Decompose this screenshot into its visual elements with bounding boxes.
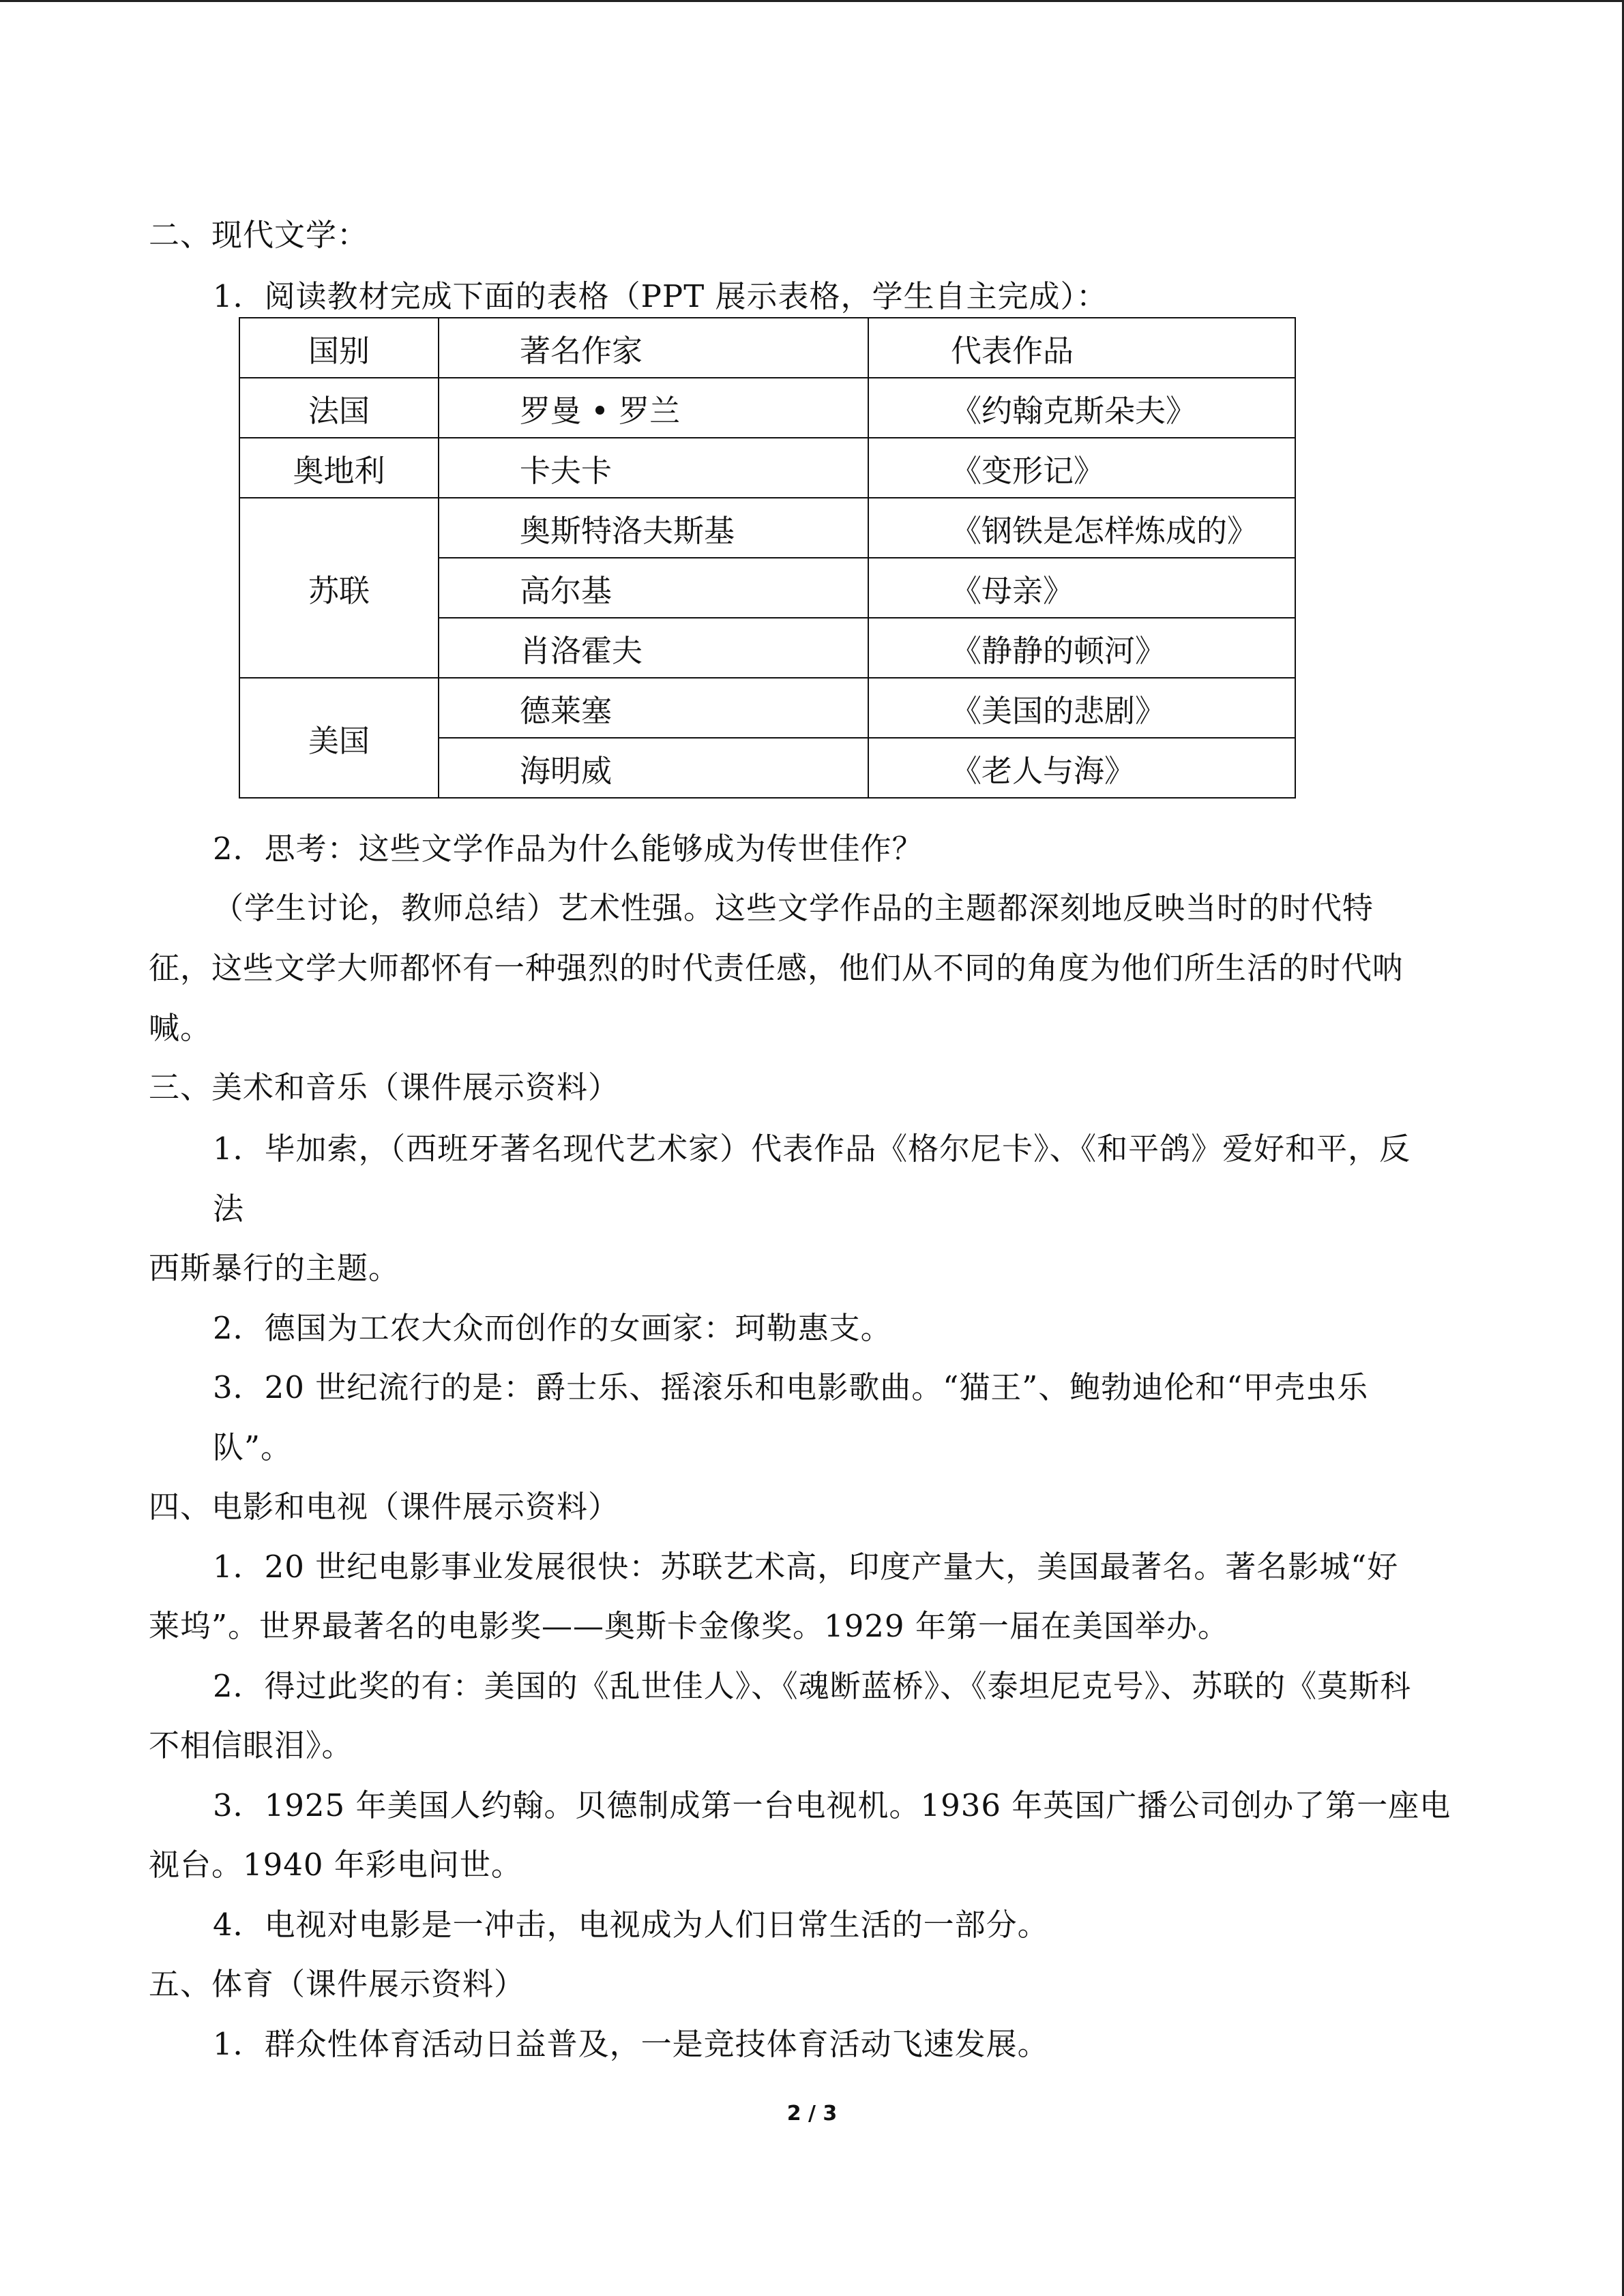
header-country: 国别 — [239, 318, 439, 378]
section-heading-sports: 五、体育（课件展示资料） — [149, 1966, 526, 2002]
author-cell: 奥斯特洛夫斯基 — [439, 498, 868, 558]
item-oscar-winners: 2．得过此奖的有：美国的《乱世佳人》、《魂断蓝桥》、《泰坦尼克号》、苏联的《莫斯科 — [213, 1668, 1412, 1704]
author-cell: 罗曼 • 罗兰 — [439, 378, 868, 438]
table-row — [239, 498, 1295, 558]
author-cell: 海明威 — [439, 738, 868, 798]
item-film-industry-cont: 莱坞”。世界最著名的电影奖——奥斯卡金像奖。1929 年第一届在美国举办。 — [149, 1608, 1229, 1644]
country-cell: 法国 — [239, 378, 439, 438]
item-popular-music-cont: 队”。 — [213, 1429, 293, 1465]
country-cell: 苏联 — [239, 498, 439, 678]
table-header-row — [239, 318, 1295, 378]
country-cell: 美国 — [239, 678, 439, 798]
item-think-question: 2．思考：这些文学作品为什么能够成为传世佳作？ — [213, 831, 924, 867]
work-cell: 《老人与海》 — [868, 738, 1295, 798]
answer-line: （学生讨论，教师总结）艺术性强。这些文学作品的主题都深刻地反映当时的时代特 — [213, 890, 1374, 926]
literature-table — [239, 317, 1296, 799]
table-row — [239, 678, 1295, 738]
answer-line: 喊。 — [149, 1010, 212, 1046]
country-cell: 奥地利 — [239, 438, 439, 498]
item-film-industry: 1．20 世纪电影事业发展很快：苏联艺术高，印度产量大，美国最著名。著名影城“好 — [213, 1549, 1399, 1585]
work-cell: 《静静的顿河》 — [868, 618, 1295, 678]
author-cell: 卡夫卡 — [439, 438, 868, 498]
header-work: 代表作品 — [868, 318, 1295, 378]
author-cell: 高尔基 — [439, 558, 868, 618]
item-sports: 1．群众性体育活动日益普及，一是竞技体育活动飞速发展。 — [213, 2026, 1049, 2062]
item-kollwitz: 2．德国为工农大众而创作的女画家：珂勒惠支。 — [213, 1310, 892, 1346]
author-cell: 肖洛霍夫 — [439, 618, 868, 678]
answer-line: 征，这些文学大师都怀有一种强烈的时代责任感，他们从不同的角度为他们所生活的时代呐 — [149, 950, 1404, 986]
section-heading-modern-literature: 二、现代文学： — [149, 217, 369, 253]
header-author: 著名作家 — [439, 318, 868, 378]
item-picasso-cont: 法 — [213, 1191, 245, 1227]
section-heading-film-tv: 四、电影和电视（课件展示资料） — [149, 1489, 620, 1525]
item-read-table: 1．阅读教材完成下面的表格（PPT 展示表格，学生自主完成）： — [213, 278, 1108, 314]
item-popular-music: 3．20 世纪流行的是：爵士乐、摇滚乐和电影歌曲。“猫王”、鲍勃迪伦和“甲壳虫乐 — [213, 1369, 1369, 1405]
work-cell: 《变形记》 — [868, 438, 1295, 498]
work-cell: 《母亲》 — [868, 558, 1295, 618]
item-television: 3．1925 年美国人约翰。贝德制成第一台电视机。1936 年英国广播公司创办了第一座电 — [213, 1787, 1451, 1823]
work-cell: 《钢铁是怎样炼成的》 — [868, 498, 1295, 558]
item-television-cont: 视台。1940 年彩电问世。 — [149, 1847, 522, 1883]
page-number: 2 / 3 — [786, 2102, 838, 2126]
item-picasso: 1．毕加索，（西班牙著名现代艺术家）代表作品《格尔尼卡》、《和平鸽》爱好和平，反 — [213, 1131, 1411, 1167]
author-cell: 德莱塞 — [439, 678, 868, 738]
work-cell: 《美国的悲剧》 — [868, 678, 1295, 738]
item-oscar-winners-cont: 不相信眼泪》。 — [149, 1727, 353, 1763]
item-picasso-cont: 西斯暴行的主题。 — [149, 1250, 400, 1286]
table-row — [239, 378, 1295, 438]
work-cell: 《约翰克斯朵夫》 — [868, 378, 1295, 438]
table-row — [239, 438, 1295, 498]
section-heading-art-music: 三、美术和音乐（课件展示资料） — [149, 1069, 620, 1105]
item-tv-impact: 4．电视对电影是一冲击，电视成为人们日常生活的一部分。 — [213, 1907, 1049, 1943]
